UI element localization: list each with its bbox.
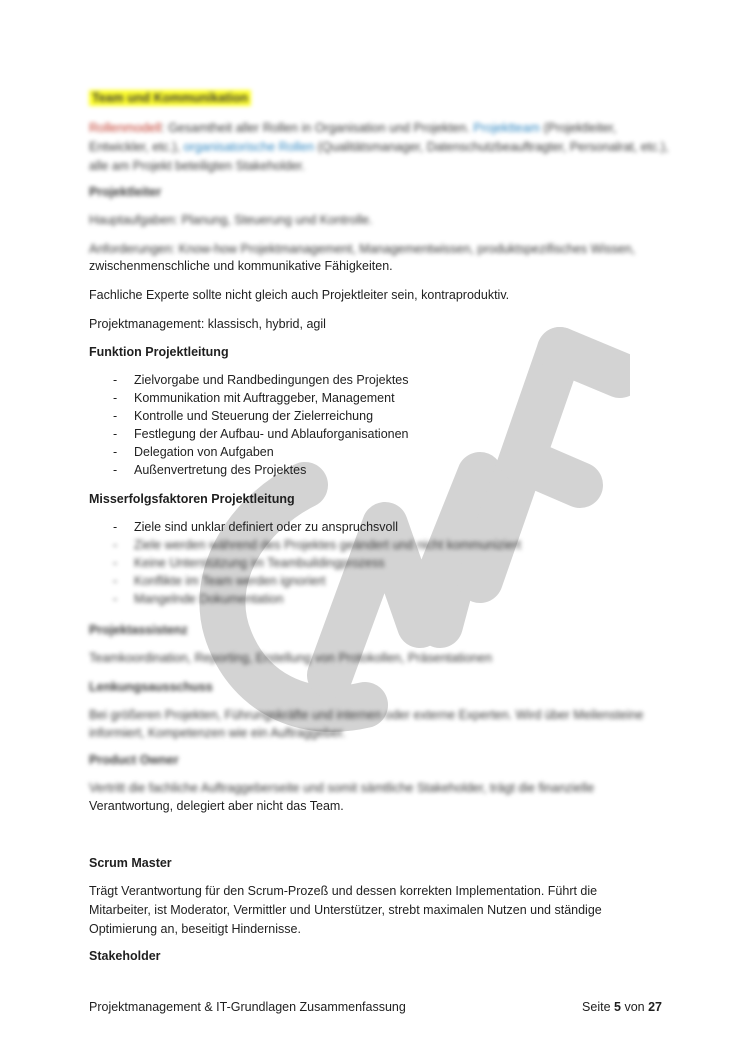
list-item: - Konflikte im Team werden ignoriert — [89, 572, 669, 590]
list-item: - Delegation von Aufgaben — [89, 443, 669, 461]
lenkungsausschuss-text: Bei größeren Projekten, Führungskräfte und internen oder externe Experten. Wird über Meilensteine informiert, Kompetenzen wie ein Auftraggeber. — [89, 708, 644, 740]
scrum-master-line-2: Mitarbeiter, ist Moderator, Vermittler und Unterstützer, strebt maximalen Nutzen und ständige — [89, 903, 602, 917]
misserfolg-list-blurred — [89, 536, 669, 608]
projektassistenz-heading: Projektassistenz — [89, 623, 188, 637]
funktion-heading: Funktion Projektleitung — [89, 345, 229, 359]
rollenmodell-paragraph: Rollenmodell: Gesamtheit aller Rollen in Organisation und Projekten. Projektteam (Projektleiter, Entwickler, etc.), organisatorische Rollen (Qualitätsmanager, Datenschutzbeauftragter, Personalrat, etc.), alle am Projekt beteiligten Stakeholder. — [89, 121, 669, 173]
projektmanagement-text: Projektmanagement: klassisch, hybrid, agil — [89, 317, 326, 331]
product-owner-text-blurred: Vertritt die fachliche Auftraggeberseite und somit sämtliche Stakeholder, trägt die finanzielle — [89, 781, 595, 795]
scrum-master-heading: Scrum Master — [89, 856, 172, 870]
org-rollen-label: organisatorische Rollen — [183, 140, 315, 154]
list-item: - Ziele sind unklar definiert oder zu anspruchsvoll — [89, 518, 669, 536]
list-item: - Mangelnde Dokumentation — [89, 590, 669, 608]
anforderungen-text: zwischenmenschliche und kommunikative Fähigkeiten. — [89, 259, 393, 273]
scrum-master-line-3: Optimierung an, beseitigt Hindernisse. — [89, 922, 301, 936]
scrum-master-line-1: Trägt Verantwortung für den Scrum-Prozeß und dessen korrekten Implementation. Führt die — [89, 884, 598, 898]
fachliche-experte-text: Fachliche Experte sollte nicht gleich auch Projektleiter sein, kontraproduktiv. — [89, 288, 510, 302]
list-item: - Zielvorgabe und Randbedingungen des Projektes — [89, 371, 669, 389]
list-item: - Kommunikation mit Auftraggeber, Management — [89, 389, 669, 407]
rollenmodell-label: Rollenmodell — [89, 121, 162, 135]
stakeholder-heading: Stakeholder — [89, 949, 161, 963]
list-item: - Keine Unterstützung im Teambuildingprozess — [89, 554, 669, 572]
projektassistenz-text: Teamkoordination, Reporting, Erstellung von Protokollen, Präsentationen — [89, 651, 493, 665]
product-owner-heading: Product Owner — [89, 753, 179, 767]
projektleiter-heading: Projektleiter — [89, 185, 162, 199]
projektteam-label: Projektteam — [473, 121, 540, 135]
hauptaufgaben-text: Hauptaufgaben: Planung, Steuerung und Kontrolle. — [89, 213, 373, 227]
funktion-list — [89, 371, 669, 479]
product-owner-text: Verantwortung, delegiert aber nicht das Team. — [89, 799, 344, 813]
anforderungen-text-blurred: Anforderungen: Know-how Projektmanagement, Managementwissen, produktspezifisches Wissen, — [89, 242, 636, 256]
section-heading-team: Team und Kommunikation — [89, 89, 669, 107]
list-item: - Außenvertretung des Projektes — [89, 461, 669, 479]
list-item: - Festlegung der Aufbau- und Ablauforganisationen — [89, 425, 669, 443]
list-item: - Ziele werden während des Projektes geändert und nicht kommuniziert — [89, 536, 669, 554]
list-item: - Kontrolle und Steuerung der Zielerreichung — [89, 407, 669, 425]
misserfolg-heading: Misserfolgsfaktoren Projektleitung — [89, 492, 295, 506]
misserfolg-list-visible — [89, 518, 669, 536]
footer-title: Projektmanagement & IT-Grundlagen Zusammenfassung — [89, 1000, 406, 1014]
lenkungsausschuss-heading: Lenkungsausschuss — [89, 680, 213, 694]
footer-page-number: Seite 5 von 27 — [582, 1000, 662, 1014]
